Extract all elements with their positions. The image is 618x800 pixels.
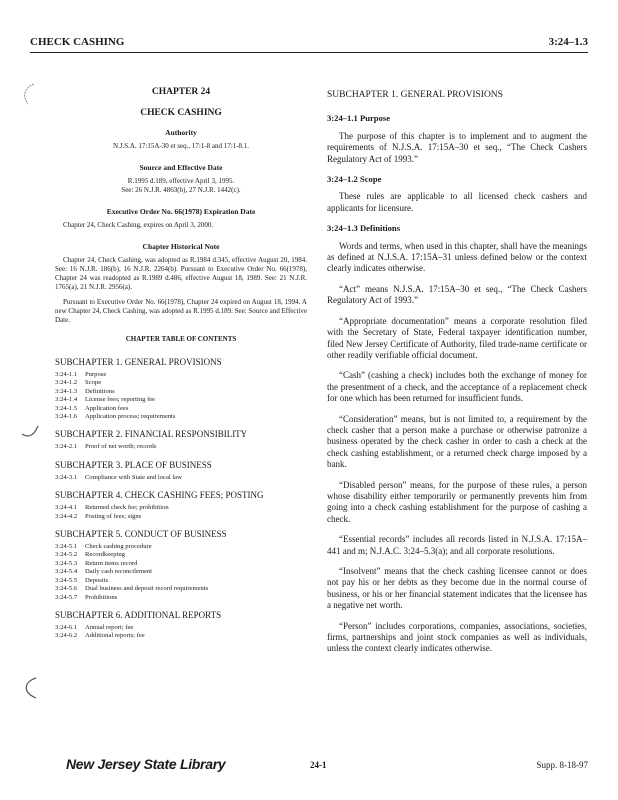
toc-entry bbox=[55, 405, 307, 413]
definition-paragraph: “Person” includes corporations, companies, associations, societies, firms, partnerships and joint stock companies as well as individuals, unless the context clearly indicates otherwise. bbox=[327, 620, 587, 654]
executive-order-text: Chapter 24, Check Cashing, expires on April 3, 2000. bbox=[63, 221, 214, 229]
toc-entry bbox=[55, 388, 307, 396]
toc-entry bbox=[55, 396, 307, 404]
scan-mark-icon bbox=[18, 676, 40, 700]
toc-entry-number: 3:24-6.2 bbox=[55, 632, 78, 640]
toc-entry-label: Compliance with State and local law bbox=[85, 473, 182, 481]
definition-paragraph: “Disabled person” means, for the purpose of these rules, a person whose disability either temporarily or permanently prevents him from going into a check cashing establishment for the purpose of cashing a check. bbox=[327, 479, 587, 524]
executive-order-heading: Executive Order No. 66(1978) Expiration Date bbox=[106, 207, 256, 216]
toc-entry bbox=[55, 379, 307, 387]
toc-subchapter-heading: SUBCHAPTER 5. CONDUCT OF BUSINESS bbox=[55, 529, 227, 540]
scan-mark-icon bbox=[18, 418, 40, 442]
source-line: R.1995 d.189, effective April 3, 1995. bbox=[127, 177, 235, 185]
toc-entry-label: Application process; requirements bbox=[85, 413, 176, 421]
definition-paragraph: “Consideration” means, but is not limited to, a requirement by the check casher that a person make a purchase or otherwise patronize a business operated by the check casher in order to cash a check at the check cashing establishment, or a returned check charge imposed by a bank. bbox=[327, 413, 587, 470]
toc-entry-number: 3:24-1.2 bbox=[55, 379, 78, 387]
toc-subchapter-heading: SUBCHAPTER 1. GENERAL PROVISIONS bbox=[55, 357, 222, 367]
toc-entry bbox=[55, 474, 307, 482]
toc-entry bbox=[55, 513, 307, 521]
toc-entry-label: Prohibitions bbox=[85, 593, 118, 601]
toc-entry bbox=[55, 371, 307, 379]
library-stamp: New Jersey State Library bbox=[66, 756, 226, 772]
header-section-number: 3:24–1.3 bbox=[548, 36, 588, 48]
definition-paragraph: “Appropriate documentation” means a corporate resolution filed with the Secretary of State, Federal taxpayer identification number, filed New Jersey Certificate of Authority, filed trade-name certificate or other readily verifiable official document. bbox=[327, 315, 587, 360]
section-heading: 3:24–1.3 Definitions bbox=[327, 223, 401, 234]
toc-subchapter-heading: SUBCHAPTER 4. CHECK CASHING FEES; POSTING bbox=[55, 490, 264, 501]
historical-note-paragraph: Pursuant to Executive Order No. 66(1978), Chapter 24 expired on August 18, 1994. A new Chapter 24, Check Cashing, was adopted as R.1995 d.189. See: Source and Effective Date. bbox=[55, 298, 307, 324]
historical-note-heading: Chapter Historical Note bbox=[142, 242, 220, 251]
toc-entry-label: License fees; reporting fee bbox=[85, 396, 156, 404]
chapter-title: CHECK CASHING bbox=[140, 108, 222, 118]
toc-entry-label: Application fees bbox=[85, 404, 129, 412]
toc-entry-label: Dual business and deposit record requirements bbox=[85, 585, 209, 593]
definition-paragraph: “Act” means N.J.S.A. 17:15A–30 et seq., “The Check Cashers Regulatory Act of 1993.” bbox=[327, 283, 587, 306]
toc-entry-label: Deposits bbox=[85, 576, 109, 584]
toc-entry-number: 3:24-5.2 bbox=[55, 551, 78, 559]
toc-entry-number: 3:24-4.2 bbox=[55, 512, 78, 520]
right-column bbox=[327, 90, 587, 664]
toc-entry-label: Return items record bbox=[85, 559, 138, 567]
toc-heading: CHAPTER TABLE OF CONTENTS bbox=[125, 335, 237, 343]
toc-entry bbox=[55, 577, 307, 585]
toc-entry bbox=[55, 551, 307, 559]
toc-entry-number: 3:24-4.1 bbox=[55, 504, 78, 512]
supplement-date: Supp. 8-18-97 bbox=[536, 760, 588, 770]
toc-entry-label: Annual report; fee bbox=[85, 623, 134, 631]
definition-paragraph: “Essential records” includes all records listed in N.J.S.A. 17:15A–441 and m; N.J.A.C. 3:24–5.3(a); and all corporate resolutions. bbox=[327, 534, 587, 556]
left-column bbox=[55, 88, 307, 641]
toc-entry-label: Daily cash reconcilement bbox=[85, 568, 153, 576]
toc-entry-number: 3:24-1.4 bbox=[55, 396, 78, 404]
toc-entry bbox=[55, 594, 307, 602]
toc-entry bbox=[55, 624, 307, 632]
subchapter-heading: SUBCHAPTER 1. GENERAL PROVISIONS bbox=[327, 90, 503, 100]
running-header bbox=[30, 36, 588, 53]
source-heading: Source and Effective Date bbox=[139, 163, 223, 172]
toc-entry-label: Additional reports; fee bbox=[85, 632, 145, 640]
toc-entry-label: Proof of net worth; records bbox=[85, 443, 157, 451]
section-paragraph: These rules are applicable to all licensed check cashers and applicants for licensure. bbox=[327, 191, 587, 213]
scan-mark-icon bbox=[18, 82, 40, 106]
definition-paragraph: “Cash” (cashing a check) includes both the exchange of money for the presentment of a check, and the acceptance of a replacement check for one which has been returned for insufficient funds. bbox=[327, 370, 587, 404]
historical-note-paragraph: Chapter 24, Check Cashing, was adopted as R.1984 d.345, effective August 20, 1984. See: 16 N.J.R. 186(b), 16 N.J.R. 2264(b). Pursuant to Executive Order No. 66(1978), Chapter 24 was readopted as R.1989 d.486, effective August 18, 1989. See: 21 N.J.R. 1765(a), 21 N.J.R. 2956(a). bbox=[55, 256, 307, 291]
toc-entry-number: 3:24-1.5 bbox=[55, 404, 78, 412]
toc-entry bbox=[55, 560, 307, 568]
toc-entry-number: 3:24-5.4 bbox=[55, 568, 78, 576]
toc-subchapter-heading: SUBCHAPTER 2. FINANCIAL RESPONSIBILITY bbox=[55, 429, 248, 440]
page-footer bbox=[0, 756, 618, 780]
toc-entry-number: 3:24-2.1 bbox=[55, 443, 78, 451]
toc-entry bbox=[55, 585, 307, 593]
toc-entry-label: Scope bbox=[85, 379, 102, 387]
section-heading: 3:24–1.1 Purpose bbox=[327, 113, 391, 124]
toc-entry-label: Recordkeeping bbox=[85, 551, 125, 559]
toc-entry bbox=[55, 632, 307, 640]
toc-entry bbox=[55, 504, 307, 512]
authority-text: N.J.S.A. 17:15A-30 et seq., 17:1-8 and 17:1-8.1. bbox=[112, 142, 250, 150]
header-title: CHECK CASHING bbox=[30, 36, 125, 48]
toc-entry-number: 3:24-5.6 bbox=[55, 585, 78, 593]
toc-entry-number: 3:24-5.7 bbox=[55, 593, 78, 601]
toc-entry-number: 3:24-3.1 bbox=[55, 473, 78, 481]
toc-entry-number: 3:24-1.6 bbox=[55, 413, 78, 421]
toc-entry-label: Check cashing procedure bbox=[85, 543, 152, 551]
toc-entry-number: 3:24-1.3 bbox=[55, 387, 78, 395]
toc-entry bbox=[55, 413, 307, 421]
toc-subchapter-heading: SUBCHAPTER 3. PLACE OF BUSINESS bbox=[55, 459, 212, 470]
toc-entry-label: Posting of fees; signs bbox=[85, 512, 142, 520]
definition-paragraph: Words and terms, when used in this chapter, shall have the meanings as defined at N.J.S.A. 17:15A–31 unless defined below or the context clearly indicates otherwise. bbox=[327, 240, 587, 274]
toc-entry bbox=[55, 543, 307, 551]
toc-entry-label: Returned check fee; prohibition bbox=[85, 504, 169, 512]
toc-entry bbox=[55, 568, 307, 576]
toc-entry-label: Purpose bbox=[85, 371, 107, 378]
toc-entry-number: 3:24-5.5 bbox=[55, 576, 78, 584]
section-paragraph: The purpose of this chapter is to implement and to augment the requirements of N.J.S.A. 17:15A–30 et seq., “The Check Cashers Regulatory Act of 1993.” bbox=[327, 130, 587, 164]
table-of-contents bbox=[55, 358, 307, 641]
toc-entry-number: 3:24-5.1 bbox=[55, 543, 78, 551]
page-number: 24-1 bbox=[310, 760, 327, 770]
authority-heading: Authority bbox=[165, 128, 197, 137]
section-heading: 3:24–1.2 Scope bbox=[327, 174, 382, 185]
toc-subchapter-heading: SUBCHAPTER 6. ADDITIONAL REPORTS bbox=[55, 609, 222, 620]
toc-entry-number: 3:24-5.3 bbox=[55, 559, 78, 567]
definition-paragraph: “Insolvent” means that the check cashing licensee cannot or does not pay his or her debts as they become due in the normal course of business, or his or her financial statement indicates that the licensee has a negative net worth. bbox=[327, 566, 587, 611]
toc-entry-label: Definitions bbox=[85, 387, 115, 395]
toc-entry-number: 3:24-6.1 bbox=[55, 623, 78, 631]
toc-entry bbox=[55, 443, 307, 451]
toc-entry-number: 3:24-1.1 bbox=[55, 371, 78, 378]
source-line: See: 26 N.J.R. 4863(b), 27 N.J.R. 1442(c). bbox=[121, 186, 241, 194]
definitions-list bbox=[327, 241, 587, 655]
chapter-number: CHAPTER 24 bbox=[151, 87, 211, 97]
